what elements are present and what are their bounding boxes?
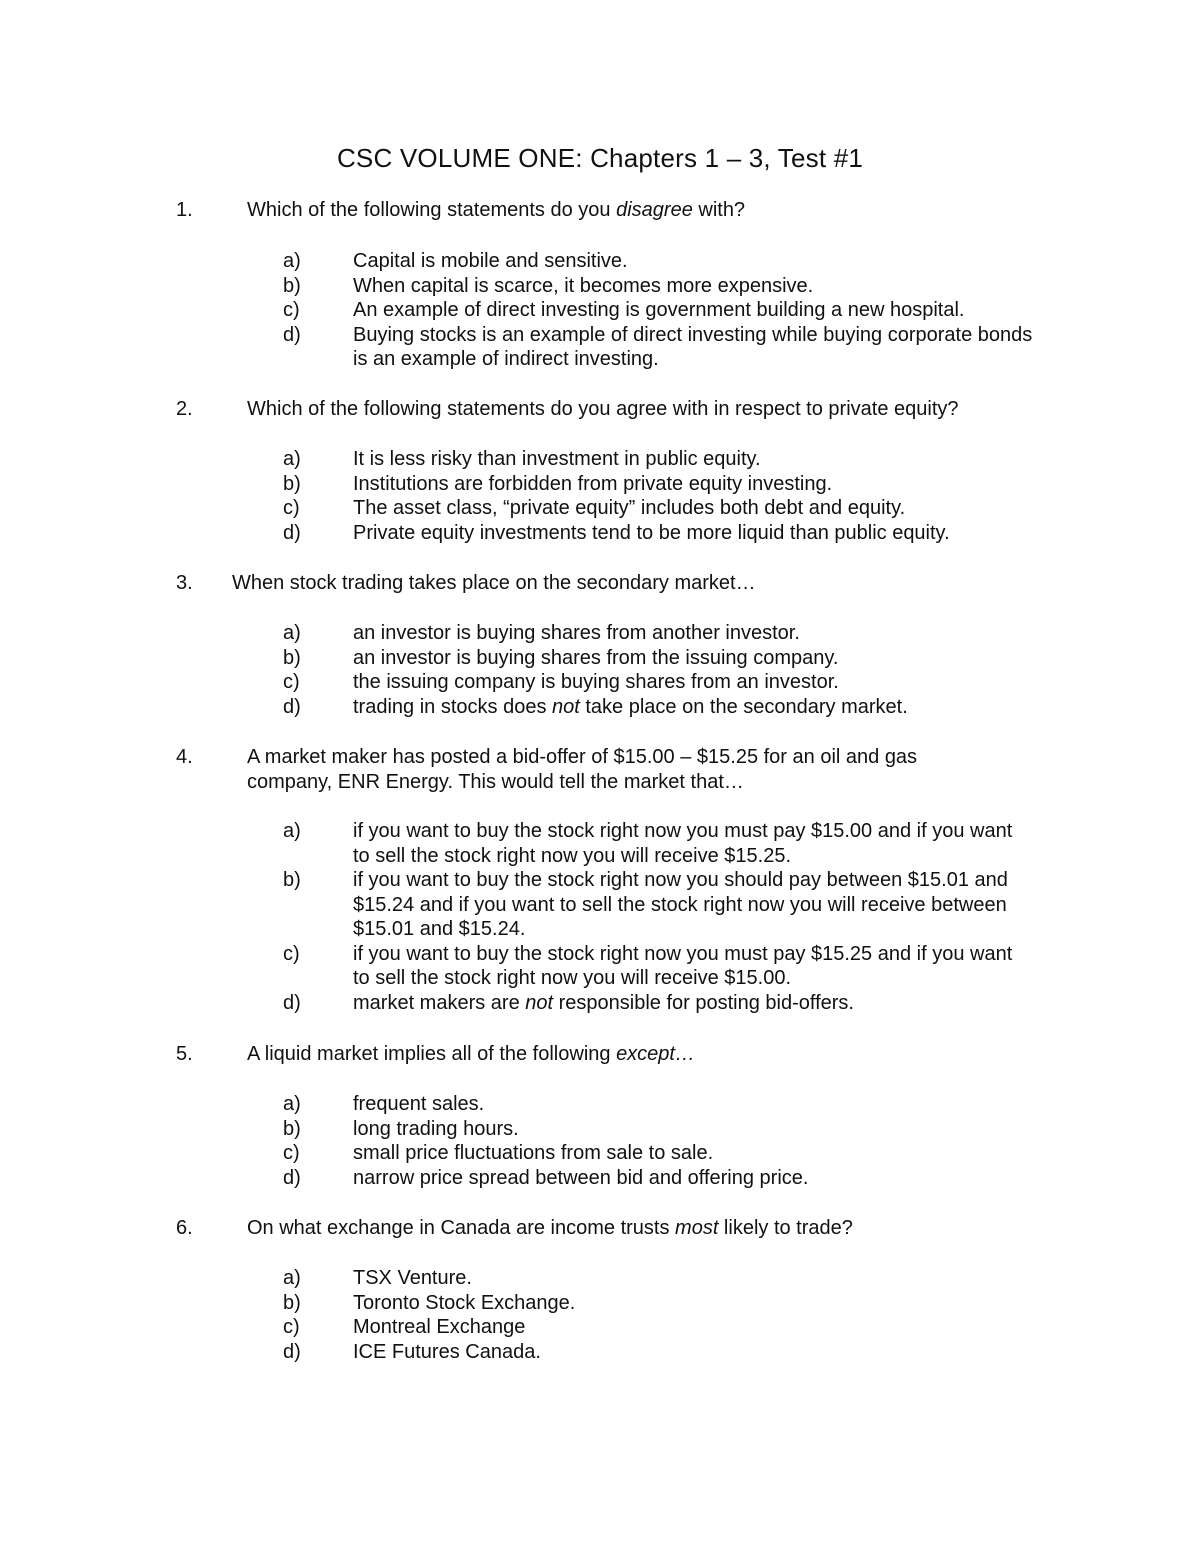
question-number: 3. bbox=[176, 572, 193, 594]
option-a: a) if you want to buy the stock right now you must pay $15.00 and if you want to sell the stock right now you will receive $15.25. bbox=[283, 820, 1013, 867]
option-d: d) ICE Futures Canada. bbox=[283, 1340, 541, 1363]
option-c: c) The asset class, “private equity” includes both debt and equity. bbox=[283, 497, 906, 519]
option-a: a) an investor is buying shares from another investor. bbox=[283, 622, 800, 644]
option-b: b) When capital is scarce, it becomes more expensive. bbox=[283, 274, 814, 297]
option-a: a) It is less risky than investment in public equity. bbox=[283, 448, 761, 470]
option-b: b) if you want to buy the stock right now you should pay between $15.01 and $15.24 and if you want to sell the stock right now you will receive between $15.01 and $15.24. bbox=[283, 869, 1008, 940]
option-d: d) Private equity investments tend to be more liquid than public equity. bbox=[283, 521, 950, 544]
option-a: a) Capital is mobile and sensitive. bbox=[283, 250, 628, 272]
question-stem: A market maker has posted a bid-offer of $15.00 – $15.25 for an oil and gas company, ENR Energy. This would tell the market that… bbox=[247, 746, 918, 793]
question-stem: On what exchange in Canada are income trusts most likely to trade? bbox=[247, 1217, 853, 1239]
question-number: 5. bbox=[176, 1043, 193, 1065]
option-b: b) Toronto Stock Exchange. bbox=[283, 1291, 576, 1314]
option-c: c) An example of direct investing is government building a new hospital. bbox=[283, 299, 965, 321]
emphasis: most bbox=[675, 1217, 719, 1239]
emphasis: except… bbox=[616, 1043, 695, 1065]
options-q6 bbox=[0, 1266, 1200, 1364]
question-stem: A liquid market implies all of the following except… bbox=[247, 1043, 695, 1065]
option-d: d) Buying stocks is an example of direct investing while buying corporate bonds is an example of indirect investing. bbox=[283, 323, 1033, 370]
option-c: c) Montreal Exchange bbox=[283, 1316, 526, 1338]
emphasis: not bbox=[525, 991, 554, 1014]
question-number: 6. bbox=[176, 1217, 193, 1239]
options-q5 bbox=[0, 1092, 1200, 1190]
option-b: b) long trading hours. bbox=[283, 1117, 519, 1140]
options-q1 bbox=[0, 249, 1200, 372]
question-stem: Which of the following statements do you agree with in respect to private equity? bbox=[247, 398, 959, 420]
question-stem: When stock trading takes place on the secondary market… bbox=[232, 572, 756, 594]
question-number: 2. bbox=[176, 398, 193, 420]
options-q3 bbox=[0, 621, 1200, 719]
option-c: c) if you want to buy the stock right now you must pay $15.25 and if you want to sell the stock right now you will receive $15.00. bbox=[283, 942, 1013, 989]
options-q2 bbox=[0, 447, 1200, 545]
option-b: b) Institutions are forbidden from private equity investing. bbox=[283, 472, 833, 495]
option-a: a) TSX Venture. bbox=[283, 1267, 472, 1289]
option-c: c) the issuing company is buying shares from an investor. bbox=[283, 671, 839, 693]
emphasis: not bbox=[552, 695, 580, 718]
question-number: 1. bbox=[176, 199, 193, 221]
option-b: b) an investor is buying shares from the issuing company. bbox=[283, 646, 839, 669]
option-d: d) trading in stocks does not take place on the secondary market. bbox=[283, 695, 908, 718]
option-c: c) small price fluctuations from sale to sale. bbox=[283, 1142, 714, 1164]
page-title: CSC VOLUME ONE: Chapters 1 – 3, Test #1 bbox=[336, 143, 864, 173]
option-d: d) market makers are not responsible for posting bid-offers. bbox=[283, 991, 854, 1014]
emphasis: disagree bbox=[616, 199, 693, 221]
question-number: 4. bbox=[176, 746, 193, 768]
question-stem: Which of the following statements do you disagree with? bbox=[247, 199, 746, 221]
options-q4 bbox=[0, 819, 1200, 1015]
option-d: d) narrow price spread between bid and offering price. bbox=[283, 1166, 809, 1189]
option-a: a) frequent sales. bbox=[283, 1093, 485, 1115]
